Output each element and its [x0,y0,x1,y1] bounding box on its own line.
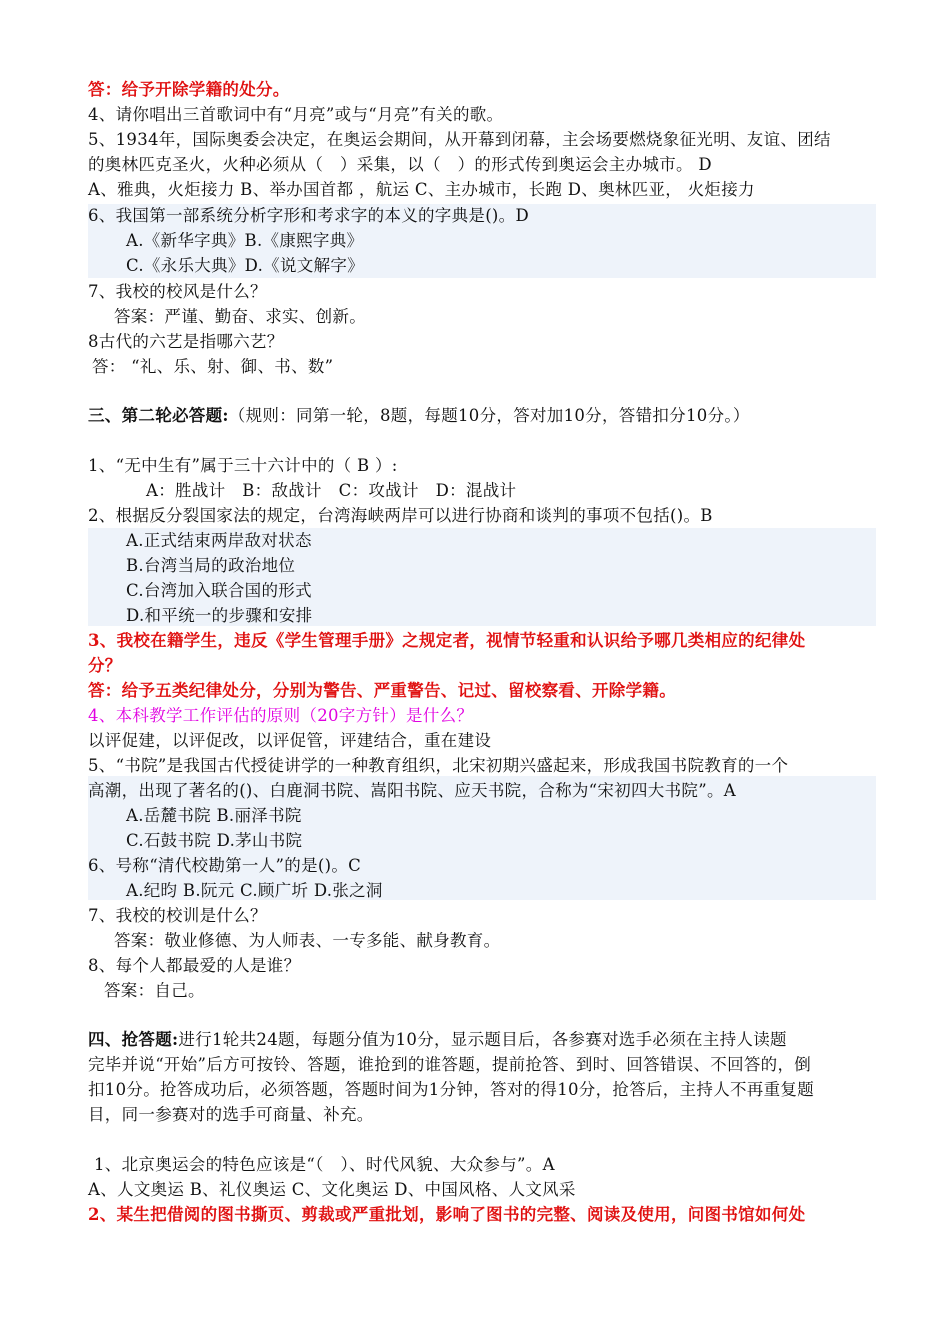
r2-question-7-answer: 答案：敬业修德、为人师表、一专多能、献身教育。 [114,931,501,950]
question-6: 6、我国第一部系统分析字形和考求字的本义的字典是()。D [88,206,530,225]
r2-question-2: 2、根据反分裂国家法的规定，台湾海峡两岸可以进行协商和谈判的事项不包括()。B [88,506,713,525]
r2-question-2-option-a: A.正式结束两岸敌对状态 [126,531,312,550]
question-7: 7、我校的校风是什么？ [88,282,267,301]
question-8-answer: 答： “礼、乐、射、御、书、数” [92,357,334,376]
section-3-rules: （规则：同第一轮，8题，每题10分，答对加10分，答错扣分10分。） [228,406,750,425]
r2-question-3-answer: 答：给予五类纪律处分，分别为警告、严重警告、记过、留校察看、开除学籍。 [88,681,676,700]
section-4-title: 四、抢答题: [88,1030,179,1049]
question-7-answer: 答案：严谨、勤奋、求实、创新。 [114,307,366,326]
r2-question-8: 8、每个人都最爱的人是谁？ [88,956,301,975]
r3-question-1: 1、北京奥运会的特色应该是“（ ）、时代风貌、大众参与”。A [94,1155,555,1174]
r2-question-3-line2: 分？ [88,656,122,675]
r2-question-5-line1: 5、“书院”是我国古代授徒讲学的一种教育组织，北宋初期兴盛起来，形成我国书院教育的一个 [88,756,789,775]
r2-question-1: 1、“无中生有”属于三十六计中的（ B ）: [88,456,398,475]
r2-question-5-options-ab: A.岳麓书院 B.丽泽书院 [126,806,302,825]
r2-question-3-line1: 3、我校在籍学生，违反《学生管理手册》之规定者，视情节轻重和认识给予哪几类相应的纪律处 [88,631,806,650]
section-4-heading [88,1028,787,1052]
question-6-options-ab: A.《新华字典》B.《康熙字典》 [126,231,364,250]
question-4: 4、请你唱出三首歌词中有“月亮”或与“月亮”有关的歌。 [88,105,504,124]
r2-question-4: 4、本科教学工作评估的原则（20字方针）是什么？ [88,706,474,725]
r2-question-2-option-d: D.和平统一的步骤和安排 [126,606,313,625]
question-5-line2: 的奥林匹克圣火，火种必须从（ ）采集，以（ ）的形式传到奥运会主办城市。 D [88,155,712,174]
section-3-heading [88,404,750,428]
r2-question-7: 7、我校的校训是什么？ [88,906,267,925]
question-5-options: A、雅典，火炬接力 B、举办国首都 ，航运 C、主办城市，长跑 D、奥林匹亚， 火炬接力 [88,180,755,199]
r2-question-2-option-c: C.台湾加入联合国的形式 [126,581,312,600]
section-4-rules-line1: 进行1轮共24题，每题分值为10分，显示题目后，各参赛对选手必须在主持人读题 [178,1030,787,1049]
r3-question-1-options: A、人文奥运 B、礼仪奥运 C、文化奥运 D、中国风格、人文风采 [88,1180,576,1199]
r2-question-4-answer: 以评促建，以评促改，以评促管，评建结合，重在建设 [88,731,492,750]
question-6-options-cd: C.《永乐大典》D.《说文解字》 [126,256,364,275]
section-4-rules-line3: 扣10分。抢答成功后，必须答题，答题时间为1分钟，答对的得10分，抢答后，主持人不再重复题 [88,1080,814,1099]
r2-question-2-option-b: B.台湾当局的政治地位 [126,556,296,575]
question-5-line1: 5、1934年，国际奥委会决定，在奥运会期间，从开幕到闭幕，主会场要燃烧象征光明、友谊、团结 [88,130,831,149]
question-8: 8古代的六艺是指哪六艺？ [88,332,284,351]
section-3-title: 三、第二轮必答题: [88,406,229,425]
answer-line: 答：给予开除学籍的处分。 [88,80,290,99]
r3-question-2: 2、某生把借阅的图书撕页、剪裁或严重批划，影响了图书的完整、阅读及使用，问图书馆如何处 [88,1205,806,1224]
r2-question-5-options-cd: C.石鼓书院 D.茅山书院 [126,831,303,850]
section-4-rules-line2: 完毕并说“开始”后方可按铃、答题，谁抢到的谁答题，提前抢答、到时、回答错误、不回答的，倒 [88,1055,812,1074]
r2-question-5-line2: 高潮，出现了著名的()、白鹿洞书院、嵩阳书院、应天书院，合称为“宋初四大书院”。A [88,781,736,800]
r2-question-1-options: A：胜战计 B：敌战计 C：攻战计 D：混战计 [146,481,517,500]
r2-question-6: 6、号称“清代校勘第一人”的是()。C [88,856,362,875]
section-4-rules-line4: 目，同一参赛对的选手可商量、补充。 [88,1105,374,1124]
r2-question-8-answer: 答案：自己。 [104,981,205,1000]
r2-question-6-options: A.纪昀 B.阮元 C.顾广圻 D.张之洞 [126,881,383,900]
